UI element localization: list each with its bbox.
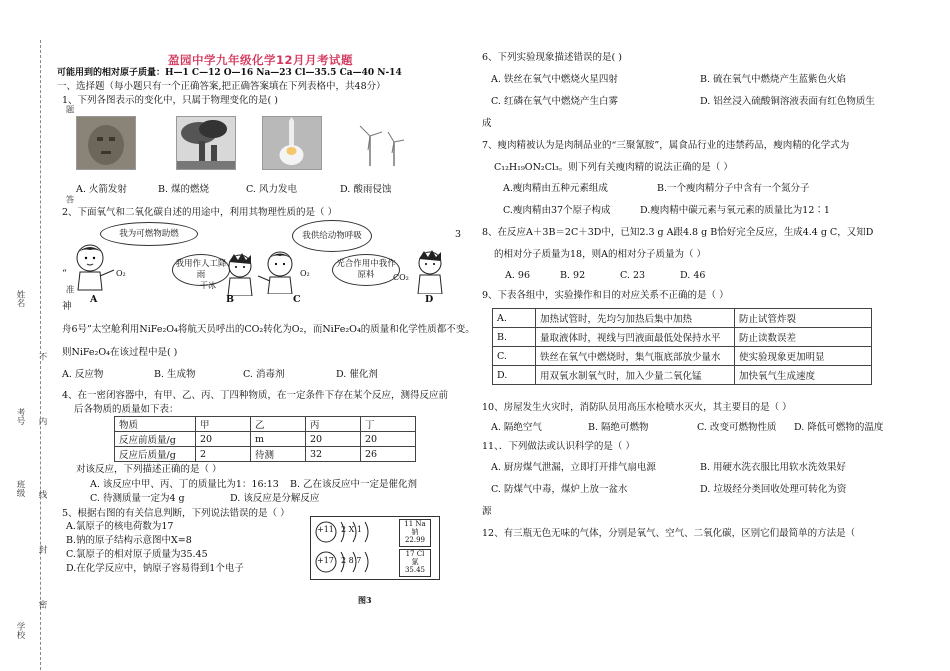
table-cell: m xyxy=(251,432,306,447)
q7-option-c: C.瘦肉精由37个原子构成 xyxy=(503,205,611,216)
q1-option-c: C. 风力发电 xyxy=(246,184,297,195)
q2-label-b: B xyxy=(226,294,235,305)
sidebar-label: 密 xyxy=(37,600,47,609)
table-cell: 加热试管时，先均匀加热后集中加热 xyxy=(536,309,735,328)
question-12-stem: 12、有三瓶无色无味的气体，分别是氧气、空气、二氧化碳，区别它们最简单的方法是（ xyxy=(482,528,856,539)
class-field-label: 班级 xyxy=(15,480,25,497)
q10-option-c: C. 改变可燃物性质 xyxy=(697,422,777,433)
question-7-stem2: C₁₂H₁₉ON₂Cl₃。则下列有关瘦肉精的说法正确的是（ ） xyxy=(494,162,733,173)
question-4-stem1: 4、在一密闭容器中，有甲、乙、丙、丁四种物质，在一定条件下存在某个反应，测得反应前 xyxy=(62,390,449,401)
table-cell: D. xyxy=(493,366,536,385)
experiment-table xyxy=(492,308,872,385)
q6-option-b: B. 硫在氧气中燃烧产生蓝紫色火焰 xyxy=(700,74,847,85)
q6-option-d: D. 铝丝浸入硫酸铜溶液表面有红色物质生 xyxy=(700,96,875,107)
sidebar-label: 题 xyxy=(64,105,74,114)
o2-label-c: O₂ xyxy=(300,269,310,278)
sodium-number-symbol: 11 Na xyxy=(404,520,426,528)
sidebar-label: 内 xyxy=(37,417,47,426)
bubble-a: 我为可燃物助燃 xyxy=(100,222,198,246)
table-row xyxy=(115,417,416,432)
table-cell: 反应前质量/g xyxy=(115,432,196,447)
table-cell: 32 xyxy=(306,447,361,462)
q4-option-a: A. 该反应中甲、丙、丁的质量比为1：16:13 xyxy=(90,479,279,490)
q11-option-c: C. 防煤气中毒，煤炉上放一盆水 xyxy=(491,484,628,495)
q1-option-a: A. 火箭发射 xyxy=(76,184,127,195)
q6-continuation: 成 xyxy=(482,118,492,129)
table-cell: 20 xyxy=(361,432,416,447)
quote-mark: “ xyxy=(62,268,67,279)
table-cell: 使实验现象更加明显 xyxy=(735,347,872,366)
q5-option-c: C.氯原子的相对原子质量为35.45 xyxy=(66,549,208,560)
q4-option-c: C. 待测质量一定为4 g xyxy=(90,493,185,504)
table-row xyxy=(493,366,872,385)
table-row xyxy=(493,328,872,347)
page-number: 3 xyxy=(455,229,462,240)
sidebar-label: 不 xyxy=(37,352,47,361)
q3-option-a: A. 反应物 xyxy=(62,369,104,380)
sidebar-label: 封 xyxy=(37,545,47,554)
sodium-shells: 2 X 1 xyxy=(341,525,362,534)
table-cell: 反应后质量/g xyxy=(115,447,196,462)
q8-option-d: D. 46 xyxy=(680,270,706,281)
bubble-d: 光合作用中我作原料 xyxy=(332,254,400,286)
q3-option-c: C. 消毒剂 xyxy=(243,369,285,380)
chlorine-shells: 2 8 7 xyxy=(341,556,362,565)
q2-label-a: A xyxy=(90,294,98,305)
girl-illustration-c xyxy=(254,248,304,294)
exam-number-field-label: 考号 xyxy=(15,408,25,425)
q11-continuation: 源 xyxy=(482,506,492,517)
table-cell: 甲 xyxy=(196,417,251,432)
table-cell: A. xyxy=(493,309,536,328)
q11-option-b: B. 用硬水洗衣服比用软水洗效果好 xyxy=(700,462,847,473)
q4-option-b: B. 乙在该反应中一定是催化剂 xyxy=(290,479,418,490)
table-cell: 加快氧气生成速度 xyxy=(735,366,872,385)
chlorine-nucleus: +17 xyxy=(317,556,334,565)
table-cell: 用双氧水制氧气时，加入少量二氧化锰 xyxy=(536,366,735,385)
question-4-stem2: 后各物质的质量如下表： xyxy=(74,404,179,415)
table-row xyxy=(493,309,872,328)
q4-option-d: D. 该反应是分解反应 xyxy=(230,493,320,504)
chlorine-number-symbol: 17 Cl xyxy=(405,550,425,558)
table-cell: 26 xyxy=(361,447,416,462)
sodium-name: 钠 xyxy=(411,528,419,536)
q5-option-d: D.在化学反应中，钠原子容易得到1个电子 xyxy=(66,563,244,574)
chlorine-mass: 35.45 xyxy=(404,566,426,574)
bubble-c: 我用作人工降雨 xyxy=(172,254,230,286)
question-5-stem: 5、根据右图的有关信息判断，下列说法错误的是（ ） xyxy=(62,508,290,519)
question-11-stem: 11、．下列做法或认识科学的是（ ） xyxy=(482,441,635,452)
wind-turbine-photo xyxy=(352,116,410,168)
table-cell: 防止试管炸裂 xyxy=(735,309,872,328)
table-cell: 待测 xyxy=(251,447,306,462)
sidebar-label: 线 xyxy=(37,490,47,499)
table-row xyxy=(493,347,872,366)
coal-burning-photo xyxy=(176,116,236,170)
question-4-stem3: 对该反应，下列描述正确的是（ ） xyxy=(76,464,222,475)
rocket-launch-photo xyxy=(262,116,322,170)
sidebar-label: 准 xyxy=(64,285,74,294)
q1-option-b: B. 煤的燃烧 xyxy=(158,184,210,195)
q2-label-c: C xyxy=(293,294,301,305)
figure-caption: 图3 xyxy=(358,595,372,605)
rocket-statue-photo xyxy=(76,116,136,170)
q3-option-d: D. 催化剂 xyxy=(336,369,378,380)
question-8-stem2: 的相对分子质量为18，则A的相对分子质量为（ ） xyxy=(494,249,706,260)
q1-option-d: D. 酸雨侵蚀 xyxy=(340,184,392,195)
sodium-card xyxy=(399,519,431,547)
question-3-line1: 舟6号”太空舱利用NiFe₂O₄将航天员呼出的CO₂转化为O₂，而NiFe₂O₄的质量和化学性质都不变。 xyxy=(62,324,475,335)
table-cell: C. xyxy=(493,347,536,366)
sodium-mass: 22.99 xyxy=(404,536,426,544)
bubble-b: 我供给动物呼吸 xyxy=(292,220,372,252)
q11-option-d: D. 垃圾经分类回收处理可转化为资 xyxy=(700,484,847,495)
q6-option-a: A. 铁丝在氧气中燃烧火星四射 xyxy=(491,74,618,85)
shen-char: 神 xyxy=(62,301,72,312)
boy-illustration-d xyxy=(406,248,454,294)
atom-structure-figure xyxy=(310,516,440,580)
q2-label-d: D xyxy=(425,294,434,305)
question-2-stem: 2、下面氧气和二氧化碳自述的用途中，利用其物理性质的是（ ） xyxy=(62,207,338,218)
exam-title: 盈园中学九年级化学12月月考试题 xyxy=(168,53,354,67)
q5-option-a: A.氯原子的核电荷数为17 xyxy=(66,521,174,532)
q3-option-b: B. 生成物 xyxy=(154,369,196,380)
table-cell: 2 xyxy=(196,447,251,462)
sodium-nucleus: +11 xyxy=(317,525,334,534)
table-cell: 量取液体时，视线与凹液面最低处保持水平 xyxy=(536,328,735,347)
chlorine-name: 氯 xyxy=(411,558,419,566)
question-10-stem: 10、房屋发生火灾时，消防队员用高压水枪喷水灭火，其主要目的是（ ） xyxy=(482,402,792,413)
sidebar-label: 答 xyxy=(64,195,74,204)
q7-option-b: B.一个瘦肉精分子中含有一个氮分子 xyxy=(657,183,810,194)
question-7-stem1: 7、瘦肉精被认为是肉制品业的“三聚氰胺”，属食品行业的违禁药品，瘦肉精的化学式为 xyxy=(482,140,850,151)
mass-table xyxy=(114,416,416,462)
atomic-masses: 可能用到的相对原子质量：H—1 C—12 O—16 Na—23 Cl—35.5 Ca—40 N-14 xyxy=(57,68,402,78)
q6-option-c: C. 红磷在氧气中燃烧产生白雾 xyxy=(491,96,618,107)
table-cell: 物质 xyxy=(115,417,196,432)
q8-option-b: B. 92 xyxy=(560,270,586,281)
q10-option-d: D. 降低可燃物的温度 xyxy=(794,422,884,433)
q8-option-a: A. 96 xyxy=(505,270,530,281)
table-cell: 丁 xyxy=(361,417,416,432)
table-cell: 20 xyxy=(196,432,251,447)
dry-ice-label: 干冰 xyxy=(200,281,216,290)
name-field-label: 姓名 xyxy=(15,290,25,307)
chlorine-card xyxy=(399,549,431,577)
q7-option-a: A.瘦肉精由五种元素组成 xyxy=(503,183,608,194)
q7-option-d: D.瘦肉精中碳元素与氧元素的质量比为12∶1 xyxy=(640,205,830,216)
question-1-stem: 1、下列各图表示的变化中，只属于物理变化的是( ) xyxy=(62,95,278,106)
question-6-stem: 6、下列实验现象描述错误的是( ) xyxy=(482,52,622,63)
question-8-stem1: 8、在反应A＋3B＝2C＋3D中，已知2.3 g A跟4.8 g B恰好完全反应，生成4.4 g C，又知D xyxy=(482,227,874,238)
school-field-label: 学校 xyxy=(15,622,25,639)
table-cell: 铁丝在氧气中燃烧时，集气瓶底部放少量水 xyxy=(536,347,735,366)
table-cell: 丙 xyxy=(306,417,361,432)
q8-option-c: C. 23 xyxy=(620,270,646,281)
table-cell: 20 xyxy=(306,432,361,447)
table-cell: 防止读数误差 xyxy=(735,328,872,347)
question-9-stem: 9、下表各组中，实验操作和目的对应关系不正确的是（ ） xyxy=(482,290,729,301)
table-row xyxy=(115,447,416,462)
question-3-line2: 则NiFe₂O₄在该过程中是( ) xyxy=(62,347,178,358)
q11-option-a: A. 厨房煤气泄漏，立即打开排气扇电源 xyxy=(491,462,656,473)
table-cell: 乙 xyxy=(251,417,306,432)
q5-option-b: B.钠的原子结构示意图中X=8 xyxy=(66,535,192,546)
section-heading: 一、选择题（每小题只有一个正确答案,把正确答案填在下列表格中，共48分） xyxy=(57,81,386,92)
table-row xyxy=(115,432,416,447)
girl-illustration-a xyxy=(68,240,124,292)
q10-option-b: B. 隔绝可燃物 xyxy=(588,422,649,433)
q10-option-a: A. 隔绝空气 xyxy=(491,422,542,433)
o2-label-a: O₂ xyxy=(116,269,126,278)
table-cell: B. xyxy=(493,328,536,347)
co2-label: CO₂ xyxy=(393,273,409,282)
